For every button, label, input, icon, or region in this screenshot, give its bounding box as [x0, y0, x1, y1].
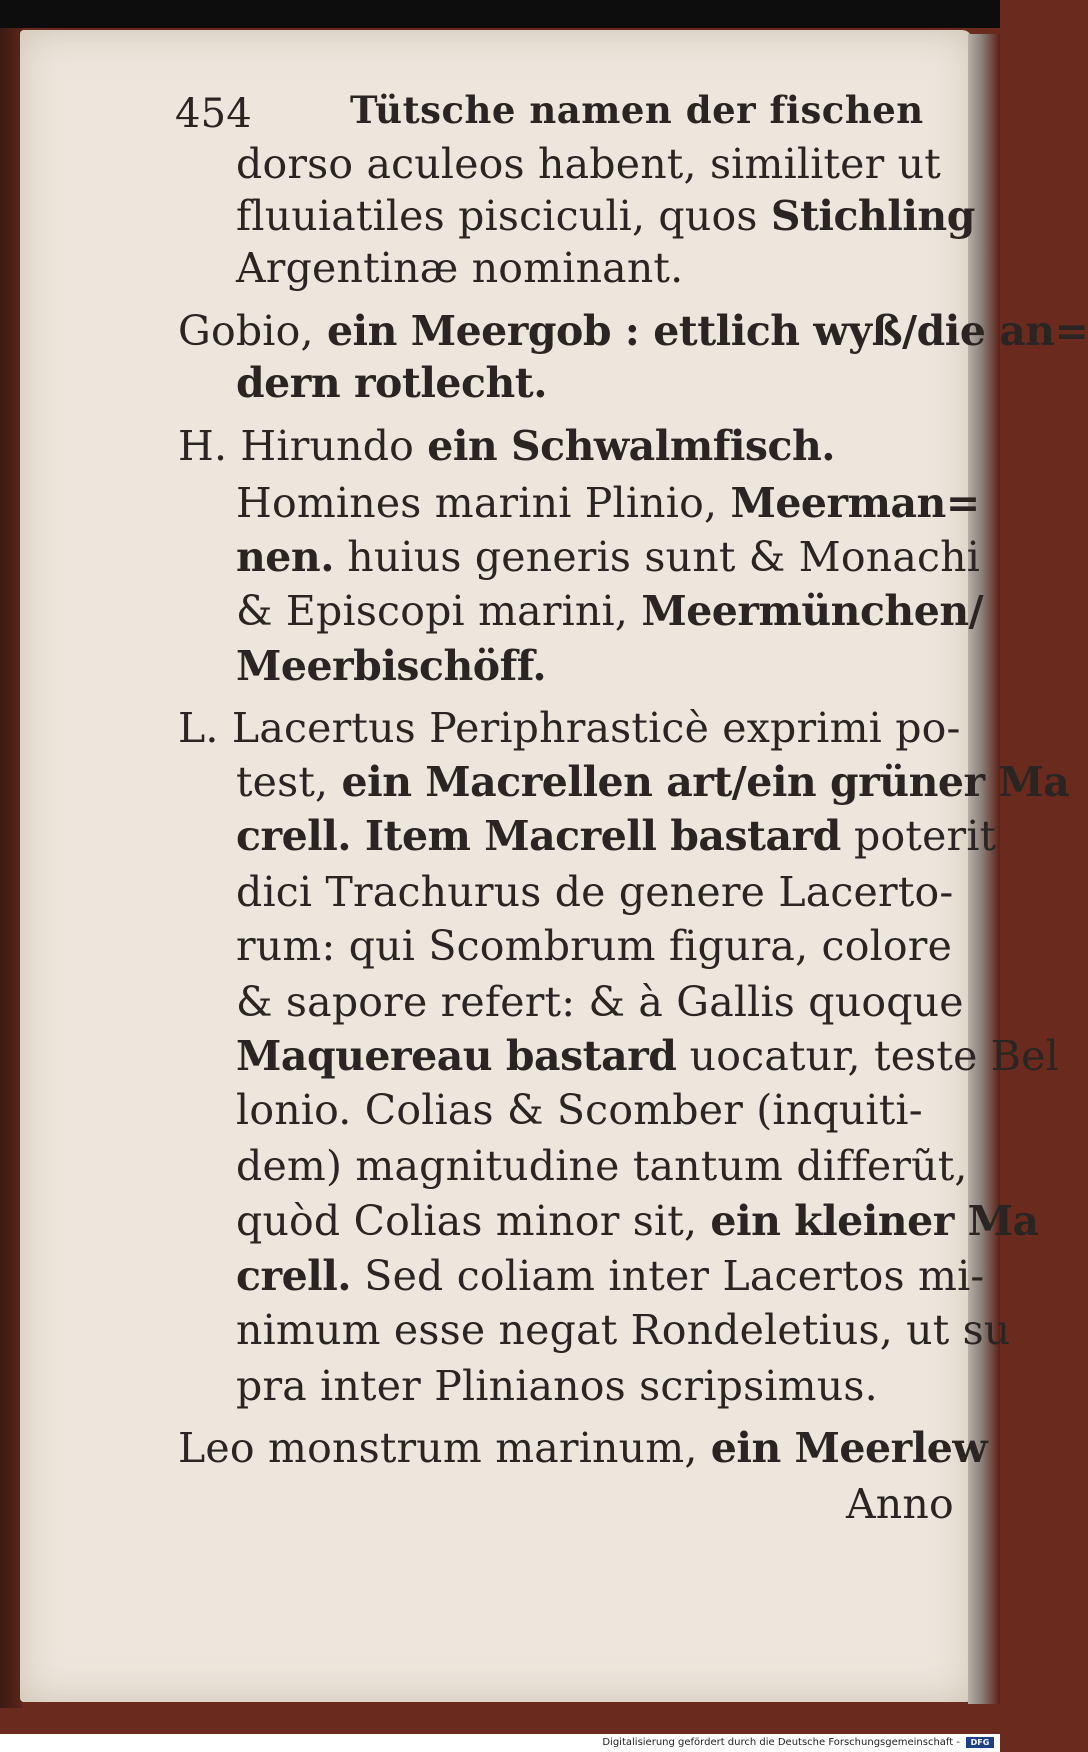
text-line: lonio. Colias & Scomber (inquiti- [236, 1086, 923, 1134]
text-line: Meerbischöff. [236, 642, 547, 690]
scan-top-border [0, 0, 1000, 28]
text-line: dem) magnitudine tantum differũt, [236, 1142, 968, 1190]
book-cover-edge [0, 28, 22, 1708]
text-line: Maquereau bastard uocatur, teste Bel [236, 1032, 1059, 1080]
entry-leo: Leo monstrum marinum, ein Meerlew [178, 1424, 988, 1472]
digitization-credit: Digitalisierung gefördert durch die Deutsche Forschungsgemeinschaft - [602, 1737, 960, 1748]
text-line: & Episcopi marini, Meermünchen/ [236, 587, 984, 635]
page-number: 454 [175, 91, 252, 137]
running-title: Tütsche namen der fischen [350, 88, 924, 132]
text-line: pra inter Plinianos scripsimus. [236, 1362, 878, 1410]
text-line: dern rotlecht. [236, 359, 547, 407]
text-line: crell. Sed coliam inter Lacertos mi- [236, 1252, 985, 1300]
entry-homines-marini: Homines marini Plinio, Meerman= [236, 479, 980, 527]
text-line: & sapore refert: & à Gallis quoque [236, 978, 964, 1026]
text-line: Argentinæ nominant. [236, 244, 684, 292]
entry-hirundo: H. Hirundo ein Schwalmfisch. [178, 422, 836, 470]
entry-lacertus: L. Lacertus Periphrasticè exprimi po- [178, 704, 961, 752]
text-line: test, ein Macrellen art/ein grüner Ma [236, 758, 1070, 806]
text-line: crell. Item Macrell bastard poterit [236, 812, 997, 860]
dfg-logo: DFG [966, 1737, 994, 1748]
text-line: nen. huius generis sunt & Monachi [236, 533, 981, 581]
text-line: quòd Colias minor sit, ein kleiner Ma [236, 1197, 1039, 1245]
entry-gobio: Gobio, ein Meergob : ettlich wyß/die an= [178, 307, 1088, 355]
catchword: Anno [846, 1480, 954, 1528]
text-line: fluuiatiles pisciculi, quos Stichling [236, 192, 975, 240]
text-line: dorso aculeos habent, similiter ut [236, 140, 941, 188]
text-line: dici Trachurus de genere Lacerto- [236, 868, 954, 916]
text-line: nimum esse negat Rondeletius, ut su [236, 1306, 1011, 1354]
text-line: rum: qui Scombrum figura, colore [236, 922, 953, 970]
